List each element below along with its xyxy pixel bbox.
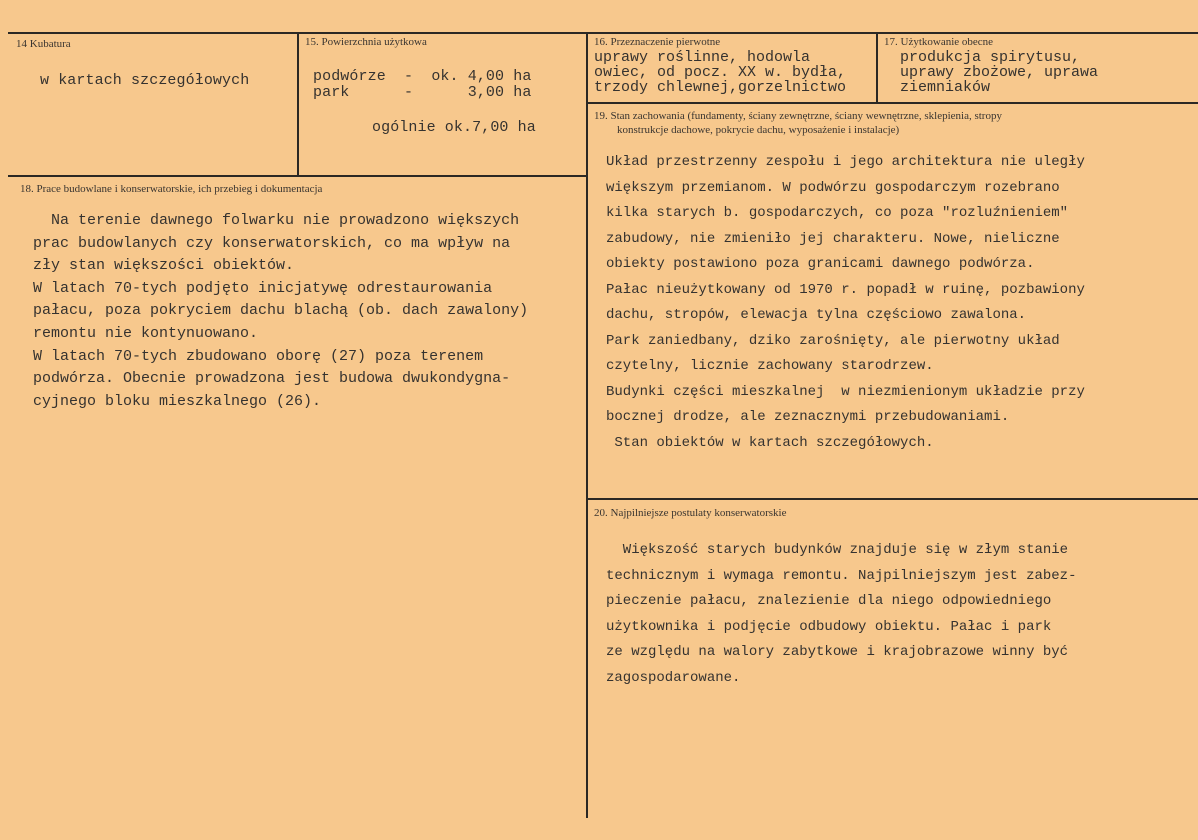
uzytkowanie-line: ziemniaków <box>900 79 991 96</box>
postulaty-line: ze względu na walory zabytkowe i krajobrazowe winny być <box>606 644 1069 660</box>
stan-line: Park zaniedbany, dziko zarośnięty, ale pierwotny układ <box>606 332 1060 349</box>
prace-line: cyjnego bloku mieszkalnego (26). <box>33 392 322 410</box>
top-rule <box>8 32 1198 34</box>
postulaty-label: 20. Najpilniejsze postulaty konserwatorskie <box>594 507 787 519</box>
stan-label-line2: konstrukcje dachowe, pokrycie dachu, wyposażenie i instalacje) <box>617 124 900 136</box>
stan-line: dachu, stropów, elewacja tylna częściowo zawalona. <box>606 307 1027 323</box>
postulaty-text <box>606 538 1076 691</box>
stan-line: Budynki części mieszkalnej w niezmienionym układzie przy <box>606 383 1085 400</box>
postulaty-line: zagospodarowane. <box>606 669 741 686</box>
stan-line: Stan obiektów w kartach szczegółowych. <box>606 434 934 451</box>
rule-under-19 <box>586 498 1198 500</box>
prace-line: W latach 70-tych podjęto inicjatywę odrestaurowania <box>33 279 493 297</box>
kubatura-label: 14 Kubatura <box>16 38 71 50</box>
stan-label-line1: 19. Stan zachowania (fundamenty, ściany zewnętrzne, ściany wewnętrzne, sklepienia, stropy <box>594 110 1002 122</box>
prace-line: pałacu, poza pokryciem dachu blachą (ob. dach zawalony) <box>33 302 529 320</box>
stan-line: zabudowy, nie zmieniło jej charakteru. Nowe, nieliczne <box>606 230 1060 247</box>
divider-16-17 <box>876 32 878 102</box>
postulaty-line: użytkownika i podjęcie odbudowy obiektu. Pałac i park <box>606 618 1052 635</box>
stan-text <box>606 150 1085 456</box>
postulaty-line: pieczenie pałacu, znalezienie dla niego odpowiedniego <box>606 593 1052 609</box>
przeznaczenie-line: trzody chlewnej,gorzelnictwo <box>594 79 847 96</box>
divider-main <box>586 32 588 818</box>
przeznaczenie-line: owiec, od pocz. XX w. bydła, <box>594 64 847 81</box>
uzytkowanie-label: 17. Użytkowanie obecne <box>884 36 994 48</box>
stan-line: bocznej drodze, ale zeznacznymi przebudowaniami. <box>606 409 1010 425</box>
postulaty-line: technicznym i wymaga remontu. Najpilniejszym jest zabez- <box>606 567 1077 584</box>
uzytkowanie-line: uprawy zbożowe, uprawa <box>900 64 1099 81</box>
postulaty-line: Większość starych budynków znajduje się w złym stanie <box>606 542 1069 558</box>
prace-text <box>33 210 528 413</box>
kubatura-value: w kartach szczegółowych <box>40 72 250 89</box>
prace-line: podwórza. Obecnie prowadzona jest budowa dwukondygna- <box>33 370 511 388</box>
stan-line: większym przemianom. W podwórzu gospodarczym rozebrano <box>606 179 1060 196</box>
stan-line: czytelny, licznie zachowany starodrzew. <box>606 358 934 374</box>
prace-line: remontu nie kontynuowano. <box>33 324 259 342</box>
przeznaczenie-text <box>594 50 846 95</box>
rule-under-16-17 <box>586 102 1198 104</box>
przeznaczenie-line: uprawy roślinne, hodowla <box>594 49 811 66</box>
uzytkowanie-text <box>900 50 1098 95</box>
prace-line: W latach 70-tych zbudowano oborę (27) poza terenem <box>33 347 484 365</box>
rule-under-14-15 <box>8 175 586 177</box>
stan-line: obiekty postawiono poza granicami dawnego podwórza. <box>606 256 1035 272</box>
powierzchnia-label: 15. Powierzchnia użytkowa <box>305 36 427 48</box>
stan-line: kilka starych b. gospodarczych, co poza "rozluźnieniem" <box>606 205 1069 221</box>
prace-line: Na terenie dawnego folwarku nie prowadzono większych <box>33 212 520 229</box>
powierzchnia-total: ogólnie ok.7,00 ha <box>372 119 536 136</box>
prace-line: prac budowlanych czy konserwatorskich, co ma wpływ na <box>33 234 511 252</box>
stan-line: Pałac nieużytkowany od 1970 r. popadł w ruinę, pozbawiony <box>606 281 1085 298</box>
przeznaczenie-label: 16. Przeznaczenie pierwotne <box>594 36 721 48</box>
powierzchnia-row-podworze: podwórze - ok. 4,00 ha <box>313 68 532 85</box>
prace-label: 18. Prace budowlane i konserwatorskie, ich przebieg i dokumentacja <box>20 183 323 195</box>
divider-14-15 <box>297 32 299 176</box>
powierzchnia-row-park: park - 3,00 ha <box>313 84 532 101</box>
uzytkowanie-line: produkcja spirytusu, <box>900 49 1081 66</box>
prace-line: zły stan większości obiektów. <box>33 257 295 275</box>
stan-line: Układ przestrzenny zespołu i jego architektura nie uległy <box>606 154 1085 170</box>
